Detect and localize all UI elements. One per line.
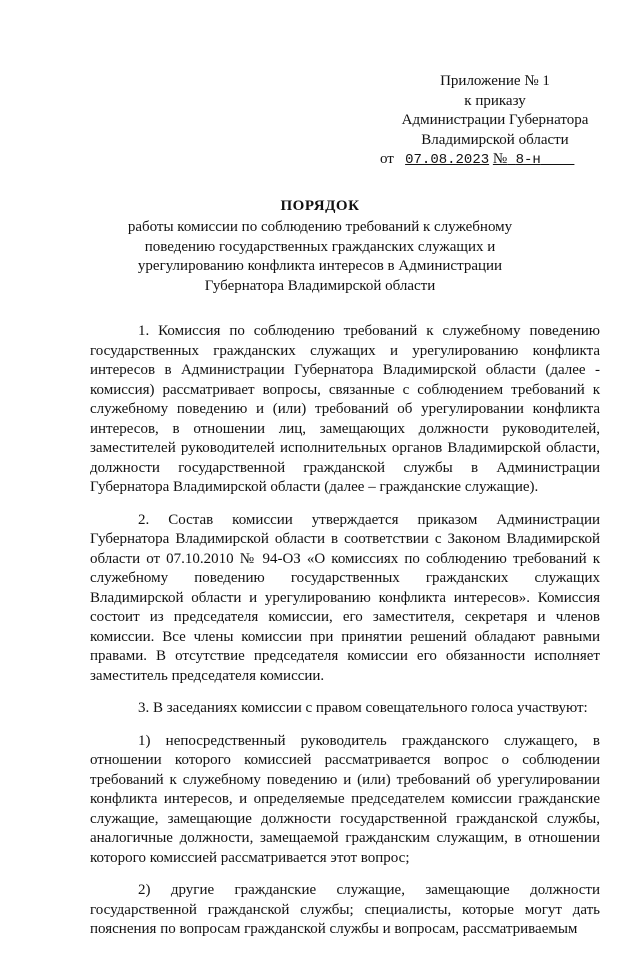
appendix-number: Приложение № 1 <box>440 73 550 89</box>
appendix-issuer: Администрации Губернатора <box>401 112 589 128</box>
document-body <box>90 322 600 953</box>
number-sign: № <box>492 151 508 167</box>
paragraph: 1) непосредственный руководитель гражданского служащего, в отношении которого комиссией рассматривается вопрос о соблюдении требований к служебному поведению и (или) требований об урегулировании конфликта интересов, и определяемые председателем комиссии гражданские служащие, замещающие должности государственной гражданской службы, аналогичные должности, замещаемой гражданским служащим, в отношении которого комиссией рассматривается этот вопрос; <box>90 732 600 866</box>
order-date: 07.08.2023 <box>405 152 490 168</box>
paragraph: 1. Комиссия по соблюдению требований к служебному поведению государственных гражданских служащих и урегулированию конфликта интересов в Администрации Губернатора Владимирской области (далее - комиссия) рассматривает вопросы, связанные с соблюдением требований к служебному поведению и (или) требований об урегулировании конфликта интересов, в отношении лиц, замещающих должности руководителей, заместителей руководителей исполнительных органов Владимирской области, должности государственной гражданской службы в Администрации Губернатора Владимирской области (далее – гражданские служащие). <box>90 323 600 495</box>
paragraph: 3. В заседаниях комиссии с правом совещательного голоса участвуют: <box>138 700 588 716</box>
date-prefix: от <box>380 151 394 167</box>
order-number: 8-н <box>515 152 541 168</box>
paragraph: 2) другие гражданские служащие, замещающие должности государственной гражданской службы; специалисты, которые могут дать пояснения по вопросам гражданской службы и вопросам, рассматриваемым <box>90 882 600 937</box>
paragraph: 2. Состав комиссии утверждается приказом Администрации Губернатора Владимирской области в соответствии с Законом Владимирской области от 07.10.2010 № 94-ОЗ «О комиссиях по соблюдению требований к служебному поведению государственных гражданских служащих Владимирской области и урегулированию конфликта интересов». Комиссия состоит из председателя комиссии, его заместителя, секретаря и членов комиссии. Все члены комиссии при принятии решений обладают равными правами. В отсутствие председателя комиссии его обязанности исполняет заместитель председателя комиссии. <box>90 511 600 684</box>
appendix-region: Владимирской области <box>421 131 569 148</box>
appendix-date-line <box>380 150 610 171</box>
appendix-header <box>380 72 610 171</box>
appendix-order-ref: к приказу <box>464 92 526 109</box>
document-subtitle: работы комиссии по соблюдению требований к служебному поведению государственных гражданских служащих и урегулированию конфликта интересов в Администрации Губернатора Владимирской области <box>127 219 513 294</box>
document-title: ПОРЯДОК <box>280 198 360 214</box>
